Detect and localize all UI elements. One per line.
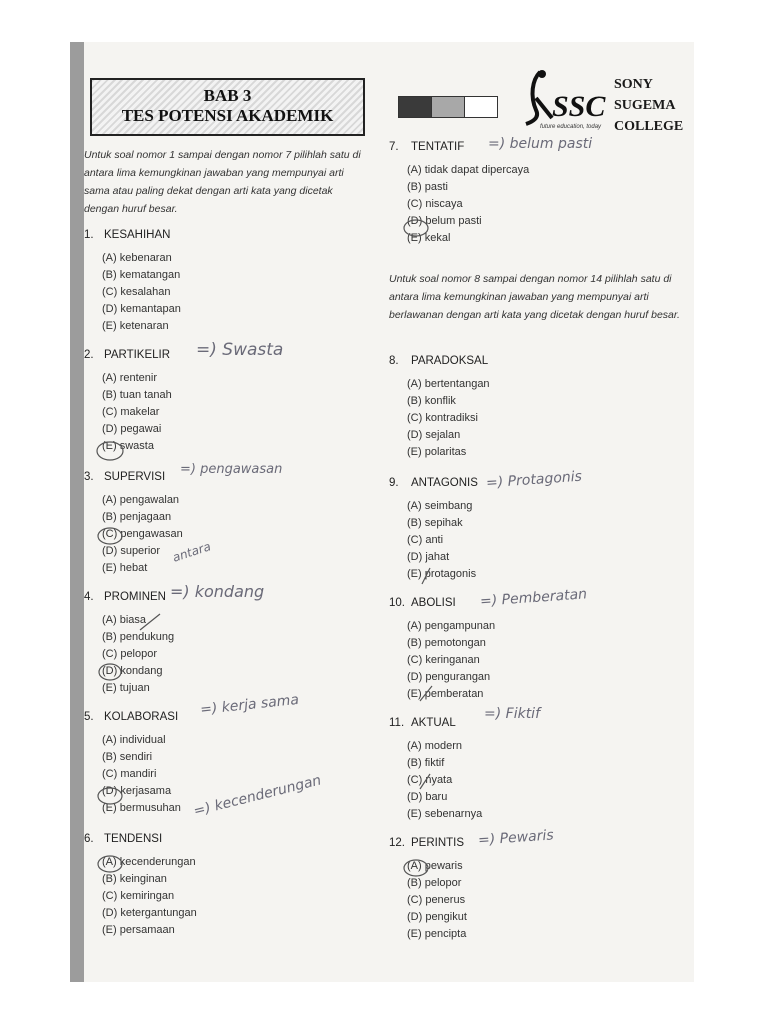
chapter-label: BAB 3 (203, 86, 252, 105)
option: (A) kebenaran (102, 252, 172, 264)
question-word: PERINTIS (411, 837, 465, 849)
option: (B) sendiri (102, 751, 153, 763)
question-word: ANTAGONIS (411, 477, 478, 489)
instructions-antonym: Untuk soal nomor 8 sampai dengan nomor 14 pilihlah satu di antara lima kemungkinan jawaban yang mempunyai arti berlawanan dengan arti kata yang dicetak dengan huruf besar. (389, 273, 680, 321)
question-6: 6. TENDENSI (A) kecenderungan (B) keinginan (C) kemiringan (D) ketergantungan (E) persamaan (84, 830, 197, 939)
option: (E) tujuan (102, 682, 150, 694)
option: (E) pemberatan (407, 688, 484, 700)
option: (E) ketenaran (102, 320, 169, 332)
option: (E) pencipta (407, 928, 467, 940)
question-word: TENTATIF (411, 141, 465, 153)
ssc-logo-icon (522, 66, 612, 128)
option: (C) nyata (407, 774, 453, 786)
option: (E) kekal (407, 232, 451, 244)
option: (E) polaritas (407, 446, 467, 458)
option: (D) pengurangan (407, 671, 491, 683)
option: (A) rentenir (102, 372, 158, 384)
option: (C) kemiringan (102, 890, 175, 902)
handwritten-note-q3: =) pengawasan (180, 462, 283, 477)
logo-color-blocks (398, 96, 497, 118)
option: (B) keinginan (102, 873, 167, 885)
instructions-synonym: Untuk soal nomor 1 sampai dengan nomor 7 pilihlah satu di antara lima kemungkinan jawaban yang mempunyai arti sama atau paling dekat dengan arti kata yang dicetak dengan huruf besar. (84, 149, 361, 215)
handwritten-note-q5: =) kerja sama (199, 691, 300, 719)
question-4: 4. PROMINEN (A) biasa (B) pendukung (C) pelopor (D) kondang (E) tujuan (84, 588, 174, 697)
option: (D) belum pasti (407, 215, 482, 227)
question-10: 10. ABOLISI (A) pengampunan (B) pemotongan (C) keringanan (D) pengurangan (E) pemberatan (389, 594, 495, 703)
option: (C) pelopor (102, 648, 158, 660)
chapter-title-box (90, 78, 365, 136)
question-1: 1. KESAHIHAN (A) kebenaran (B) kematangan (C) kesalahan (D) kemantapan (E) ketenaran (84, 226, 181, 335)
question-5: 5. KOLABORASI (A) individual (B) sendiri (C) mandiri (D) kerjasama (E) bermusuhan (84, 708, 181, 817)
question-word: SUPERVISI (104, 471, 166, 483)
option: (C) keringanan (407, 654, 480, 666)
option: (B) fiktif (407, 757, 445, 769)
option: (D) kemantapan (102, 303, 181, 315)
logo-mark-text: SSC (552, 90, 606, 123)
option: (C) mandiri (102, 768, 157, 780)
option: (C) makelar (102, 406, 160, 418)
question-word: TENDENSI (104, 833, 163, 845)
logo-name: SONY SUGEMA COLLEGE (614, 77, 684, 134)
option: (B) tuan tanah (102, 389, 172, 401)
option: (A) biasa (102, 614, 147, 626)
question-word: KESAHIHAN (104, 229, 171, 241)
question-word: PARTIKELIR (104, 349, 171, 361)
chapter-title: TES POTENSI AKADEMIK (121, 106, 334, 125)
option: (D) baru (407, 791, 448, 803)
handwritten-note-q4-extra: antara (170, 539, 213, 565)
option: (E) sebenarnya (407, 808, 483, 820)
handwritten-note-q7: =) belum pasti (488, 136, 593, 152)
option: (C) niscaya (407, 198, 463, 210)
option: (A) seimbang (407, 500, 473, 512)
handwritten-note-q12: =) Pewaris (477, 827, 555, 849)
option: (E) swasta (102, 440, 154, 452)
handwritten-note-q9: =) Protagonis (485, 468, 583, 492)
option: (A) pengawalan (102, 494, 180, 506)
option: (B) pemotongan (407, 637, 486, 649)
option: (D) pengikut (407, 911, 467, 923)
logo-tagline: future education, today (540, 124, 602, 130)
option: (A) pewaris (407, 860, 463, 872)
option: (A) tidak dapat dipercaya (407, 164, 530, 176)
option: (D) superior (102, 545, 161, 557)
option: (C) kontradiksi (407, 412, 478, 424)
option: (B) pendukung (102, 631, 175, 643)
option: (A) kecenderungan (102, 856, 196, 868)
question-7: 7. TENTATIF (A) tidak dapat dipercaya (B) pasti (C) niscaya (D) belum pasti (E) kekal (389, 138, 529, 247)
handwritten-note-q2: =) Swasta (196, 340, 284, 360)
option: (B) penjagaan (102, 511, 172, 523)
question-word: AKTUAL (411, 717, 456, 729)
option: (E) hebat (102, 562, 148, 574)
option: (B) pelopor (407, 877, 462, 889)
option: (E) persamaan (102, 924, 175, 936)
page-binding-edge (70, 42, 84, 982)
option: (A) modern (407, 740, 463, 752)
option: (D) ketergantungan (102, 907, 197, 919)
option: (D) sejalan (407, 429, 461, 441)
option: (D) kondang (102, 665, 163, 677)
question-3: 3. SUPERVISI (A) pengawalan (B) penjagaan (C) pengawasan (D) superior (E) hebat (84, 468, 183, 577)
question-word: ABOLISI (411, 597, 456, 609)
handwritten-note-q10: =) Pemberatan (479, 586, 588, 610)
option: (E) protagonis (407, 568, 477, 580)
option: (D) pegawai (102, 423, 162, 435)
handwritten-note-q6: =) kecenderungan (192, 772, 323, 820)
question-12: 12. PERINTIS (A) pewaris (B) pelopor (C) penerus (D) pengikut (E) pencipta (389, 834, 467, 943)
option: (A) pengampunan (407, 620, 496, 632)
option: (D) jahat (407, 551, 450, 563)
question-2: 2. PARTIKELIR (A) rentenir (B) tuan tanah (C) makelar (D) pegawai (E) swasta (84, 346, 172, 455)
option: (A) individual (102, 734, 166, 746)
handwritten-note-q4: =) kondang (170, 582, 265, 601)
option: (B) kematangan (102, 269, 181, 281)
option: (D) kerjasama (102, 785, 172, 797)
option: (B) pasti (407, 181, 448, 193)
option: (C) penerus (407, 894, 466, 906)
option: (C) pengawasan (102, 528, 183, 540)
question-word: PROMINEN (104, 591, 166, 603)
option: (A) bertentangan (407, 378, 490, 390)
handwritten-note-q11: =) Fiktif (484, 706, 540, 722)
question-word: KOLABORASI (104, 711, 179, 723)
option: (C) anti (407, 534, 444, 546)
question-word: PARADOKSAL (411, 355, 489, 367)
option: (B) sepihak (407, 517, 463, 529)
option: (B) konflik (407, 395, 456, 407)
option: (C) kesalahan (102, 286, 171, 298)
option: (E) bermusuhan (102, 802, 181, 814)
question-8: 8. PARADOKSAL (A) bertentangan (B) konflik (C) kontradiksi (D) sejalan (E) polaritas (389, 352, 490, 461)
question-11: 11. AKTUAL (A) modern (B) fiktif (C) nyata (D) baru (E) sebenarnya (389, 714, 482, 823)
question-9: 9. ANTAGONIS (A) seimbang (B) sepihak (C) anti (D) jahat (E) protagonis (389, 474, 478, 583)
